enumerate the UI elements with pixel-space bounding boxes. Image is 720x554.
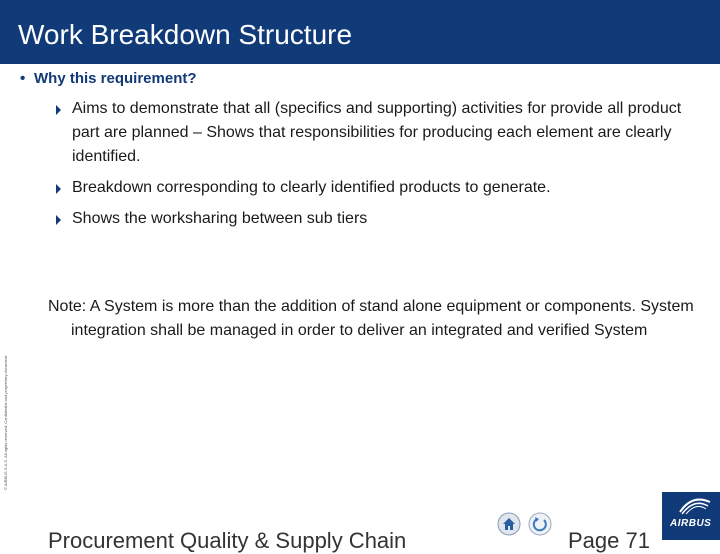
slide-title: Work Breakdown Structure	[18, 19, 353, 50]
triangle-bullet-icon	[56, 215, 61, 225]
back-icon[interactable]	[528, 512, 552, 536]
page-number: Page 71	[568, 528, 650, 553]
list-item	[56, 176, 696, 200]
heading-bullet	[20, 70, 197, 87]
title-bar	[0, 0, 720, 64]
home-icon[interactable]	[497, 512, 521, 536]
list-item	[56, 207, 696, 231]
list-item	[56, 97, 696, 169]
list-item-text: Shows the worksharing between sub tiers	[72, 210, 368, 227]
bullet-list	[56, 97, 696, 238]
triangle-bullet-icon	[56, 184, 61, 194]
logo-text: AIRBUS	[670, 518, 712, 529]
airbus-swirl-icon	[662, 492, 720, 518]
heading-text: Why this requirement?	[34, 70, 197, 87]
footer-label: Procurement Quality & Supply Chain	[48, 528, 407, 553]
note-paragraph: Note: A System is more than the addition of stand alone equipment or components. System integration shall be managed in order to deliver an integrated and verified System	[48, 298, 694, 339]
bullet-dot-icon: •	[20, 70, 26, 87]
list-item-text: Aims to demonstrate that all (specifics and supporting) activities for provide all product part are planned – Shows that responsibilities for producing each element are clearly identified.	[72, 100, 682, 165]
triangle-bullet-icon	[56, 105, 61, 115]
airbus-logo	[662, 492, 720, 540]
list-item-text: Breakdown corresponding to clearly identified products to generate.	[72, 179, 551, 196]
confidentiality-notice: © AIRBUS S.A.S. All rights reserved. Confidential and proprietary document.	[3, 354, 8, 490]
